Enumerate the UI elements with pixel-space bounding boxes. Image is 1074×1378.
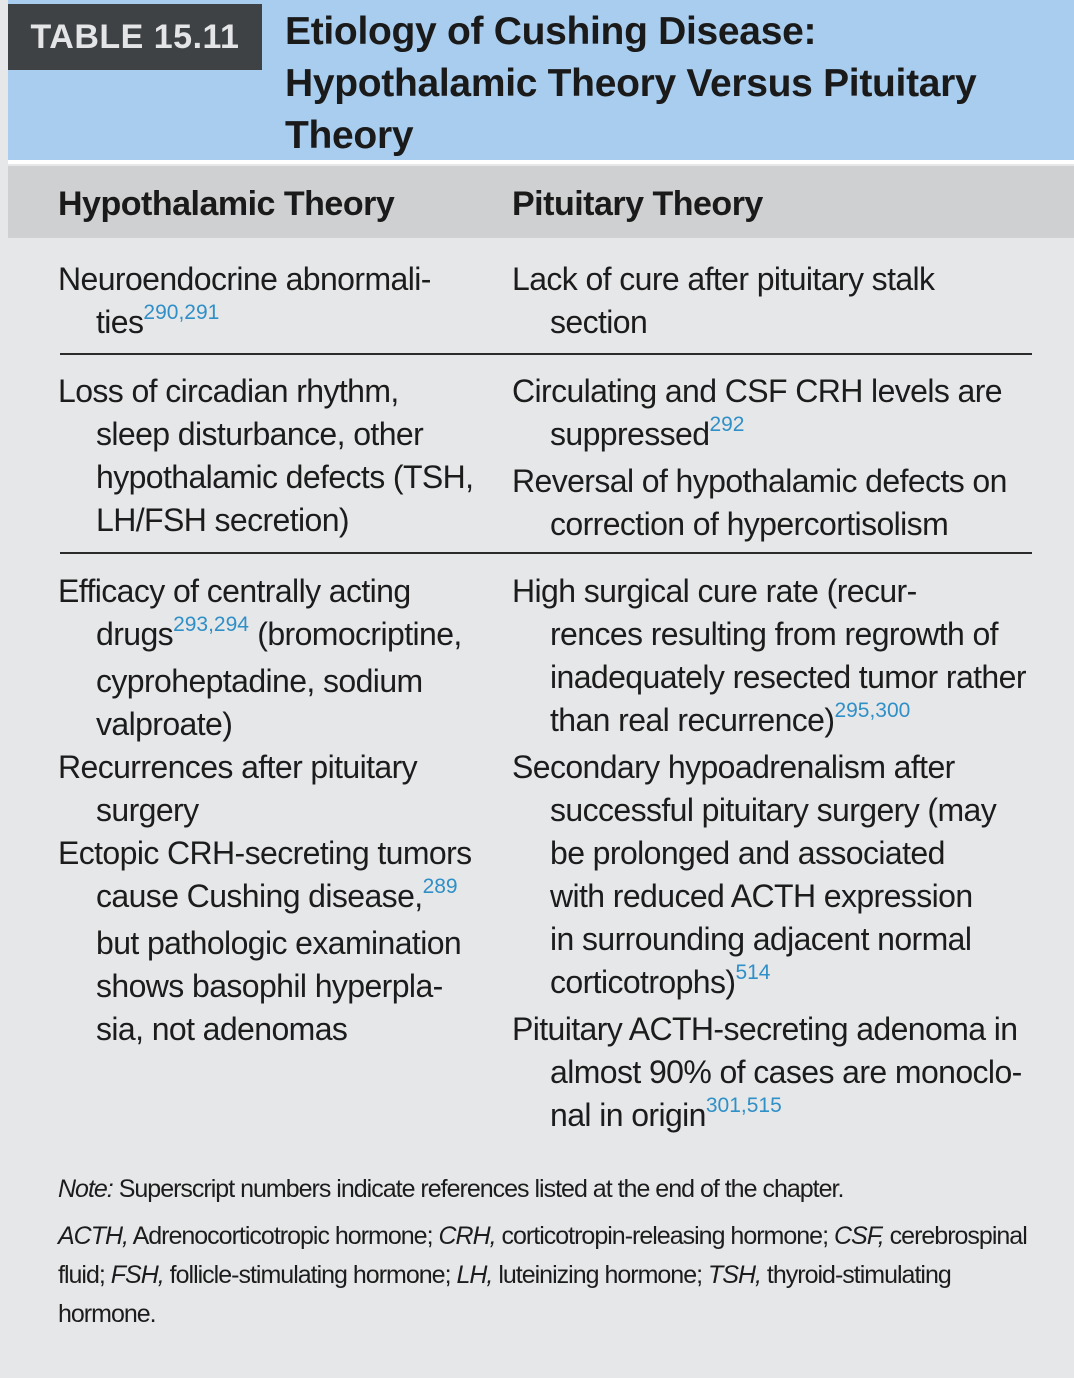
entry-text: section xyxy=(550,304,648,340)
entry-text: rences resulting from regrowth of xyxy=(550,616,998,652)
abbreviation-definition: luteinizing hormone; xyxy=(492,1261,709,1289)
abbreviation-term: LH, xyxy=(456,1261,493,1289)
entry-text: in surrounding adjacent normal xyxy=(550,921,972,957)
table-title xyxy=(285,6,1055,162)
entry-text: Recurrences after pituitary xyxy=(58,749,418,785)
abbreviation-term: FSH, xyxy=(110,1261,164,1289)
abbreviation-term: ACTH, xyxy=(58,1222,128,1250)
abbreviation-term: CRH, xyxy=(438,1222,496,1250)
abbreviation-definition: cerebrospinal fluid; xyxy=(58,1222,1027,1289)
pituitary-entry xyxy=(512,460,1052,546)
pituitary-cell xyxy=(512,258,1052,344)
entry-text: Pituitary ACTH-secreting adenoma in xyxy=(512,1011,1018,1047)
entry-text: shows basophil hyperpla- xyxy=(96,968,443,1004)
hypothalamic-entry xyxy=(58,746,488,832)
abbreviation-definition: Adrenocorticotropic hormone; xyxy=(128,1222,439,1250)
entry-text: sleep disturbance, other xyxy=(96,416,424,452)
entry-text: inadequately resected tumor rather xyxy=(550,659,1026,695)
hypothalamic-cell xyxy=(58,570,488,1051)
column-heading-pituitary: Pituitary Theory xyxy=(512,185,763,223)
hypothalamic-entry xyxy=(58,370,488,542)
entry-text: High surgical cure rate (recur- xyxy=(512,573,917,609)
entry-text: Reversal of hypothalamic defects on xyxy=(512,463,1007,499)
pituitary-entry xyxy=(512,258,1052,344)
entry-text: ties xyxy=(96,304,144,340)
pituitary-cell xyxy=(512,370,1052,546)
entry-text: Efficacy of centrally acting xyxy=(58,573,411,609)
superscript-note xyxy=(58,1170,1038,1209)
row-divider xyxy=(60,552,1032,554)
reference-superscript: 293,294 xyxy=(173,613,249,636)
note-text: Superscript numbers indicate references listed at the end of the chapter. xyxy=(112,1175,844,1203)
entry-text: correction of hypercortisolism xyxy=(550,506,949,542)
abbreviation-definition: thyroid-stimulating hormone. xyxy=(58,1261,951,1328)
table-title-line: Etiology of Cushing Disease: xyxy=(285,10,817,53)
pituitary-cell xyxy=(512,570,1052,1141)
entry-text: hypothalamic defects (TSH, xyxy=(96,459,474,495)
reference-superscript: 289 xyxy=(422,875,458,898)
entry-text: Circulating and CSF CRH levels are xyxy=(512,373,1003,409)
abbreviation-definition: corticotropin-releasing hormone; xyxy=(495,1222,834,1250)
table-number-label: TABLE 15.11 xyxy=(8,4,262,70)
column-heading-hypothalamic: Hypothalamic Theory xyxy=(58,185,395,223)
entry-text: successful pituitary surgery (may xyxy=(550,792,997,828)
column-header-row xyxy=(8,166,1074,238)
abbreviation-term: CSF, xyxy=(833,1222,884,1250)
abbreviation-list xyxy=(58,1217,1038,1334)
hypothalamic-entry xyxy=(58,832,488,1051)
entry-text: suppressed xyxy=(550,416,710,452)
hypothalamic-entry xyxy=(58,570,488,746)
entry-text: surgery xyxy=(96,792,199,828)
entry-text: cyproheptadine, sodium xyxy=(96,663,423,699)
abbreviation-term: TSH, xyxy=(708,1261,761,1289)
reference-superscript: 301,515 xyxy=(705,1094,782,1117)
pituitary-entry xyxy=(512,746,1052,1008)
entry-text: drugs xyxy=(96,616,174,652)
table-title-line: Hypothalamic Theory Versus Pituitary xyxy=(285,62,977,105)
entry-text: valproate) xyxy=(96,706,233,742)
entry-text: LH/FSH secretion) xyxy=(96,502,349,538)
entry-text: corticotrophs) xyxy=(550,964,736,1000)
entry-text: cause Cushing disease, xyxy=(96,878,423,914)
reference-superscript: 292 xyxy=(709,413,745,436)
entry-text: nal in origin xyxy=(550,1097,706,1133)
note-label: Note: xyxy=(58,1175,113,1203)
row-divider xyxy=(60,353,1032,355)
entry-text: almost 90% of cases are monoclo- xyxy=(550,1054,1022,1090)
entry-text: Lack of cure after pituitary stalk xyxy=(512,261,935,297)
reference-superscript: 295,300 xyxy=(834,699,911,722)
entry-text: with reduced ACTH expression xyxy=(550,878,973,914)
pituitary-entry xyxy=(512,1008,1052,1141)
reference-superscript: 514 xyxy=(735,961,771,984)
reference-superscript: 290,291 xyxy=(143,301,220,324)
abbreviation-definition: follicle-stimulating hormone; xyxy=(163,1261,457,1289)
entry-text: be prolonged and associated xyxy=(550,835,945,871)
table-title-line: Theory xyxy=(285,114,414,157)
entry-text: Secondary hypoadrenalism after xyxy=(512,749,955,785)
table-footnotes xyxy=(58,1170,1038,1334)
pituitary-entry xyxy=(512,370,1052,460)
hypothalamic-entry xyxy=(58,258,488,348)
entry-text: but pathologic examination xyxy=(96,925,462,961)
entry-text: (bromocriptine, xyxy=(248,616,462,652)
entry-text: sia, not adenomas xyxy=(96,1011,348,1047)
hypothalamic-cell xyxy=(58,370,488,542)
entry-text: than real recurrence) xyxy=(550,702,835,738)
pituitary-entry xyxy=(512,570,1052,746)
hypothalamic-cell xyxy=(58,258,488,348)
entry-text: Ectopic CRH-secreting tumors xyxy=(58,835,472,871)
entry-text: Neuroendocrine abnormali- xyxy=(58,261,431,297)
entry-text: Loss of circadian rhythm, xyxy=(58,373,399,409)
